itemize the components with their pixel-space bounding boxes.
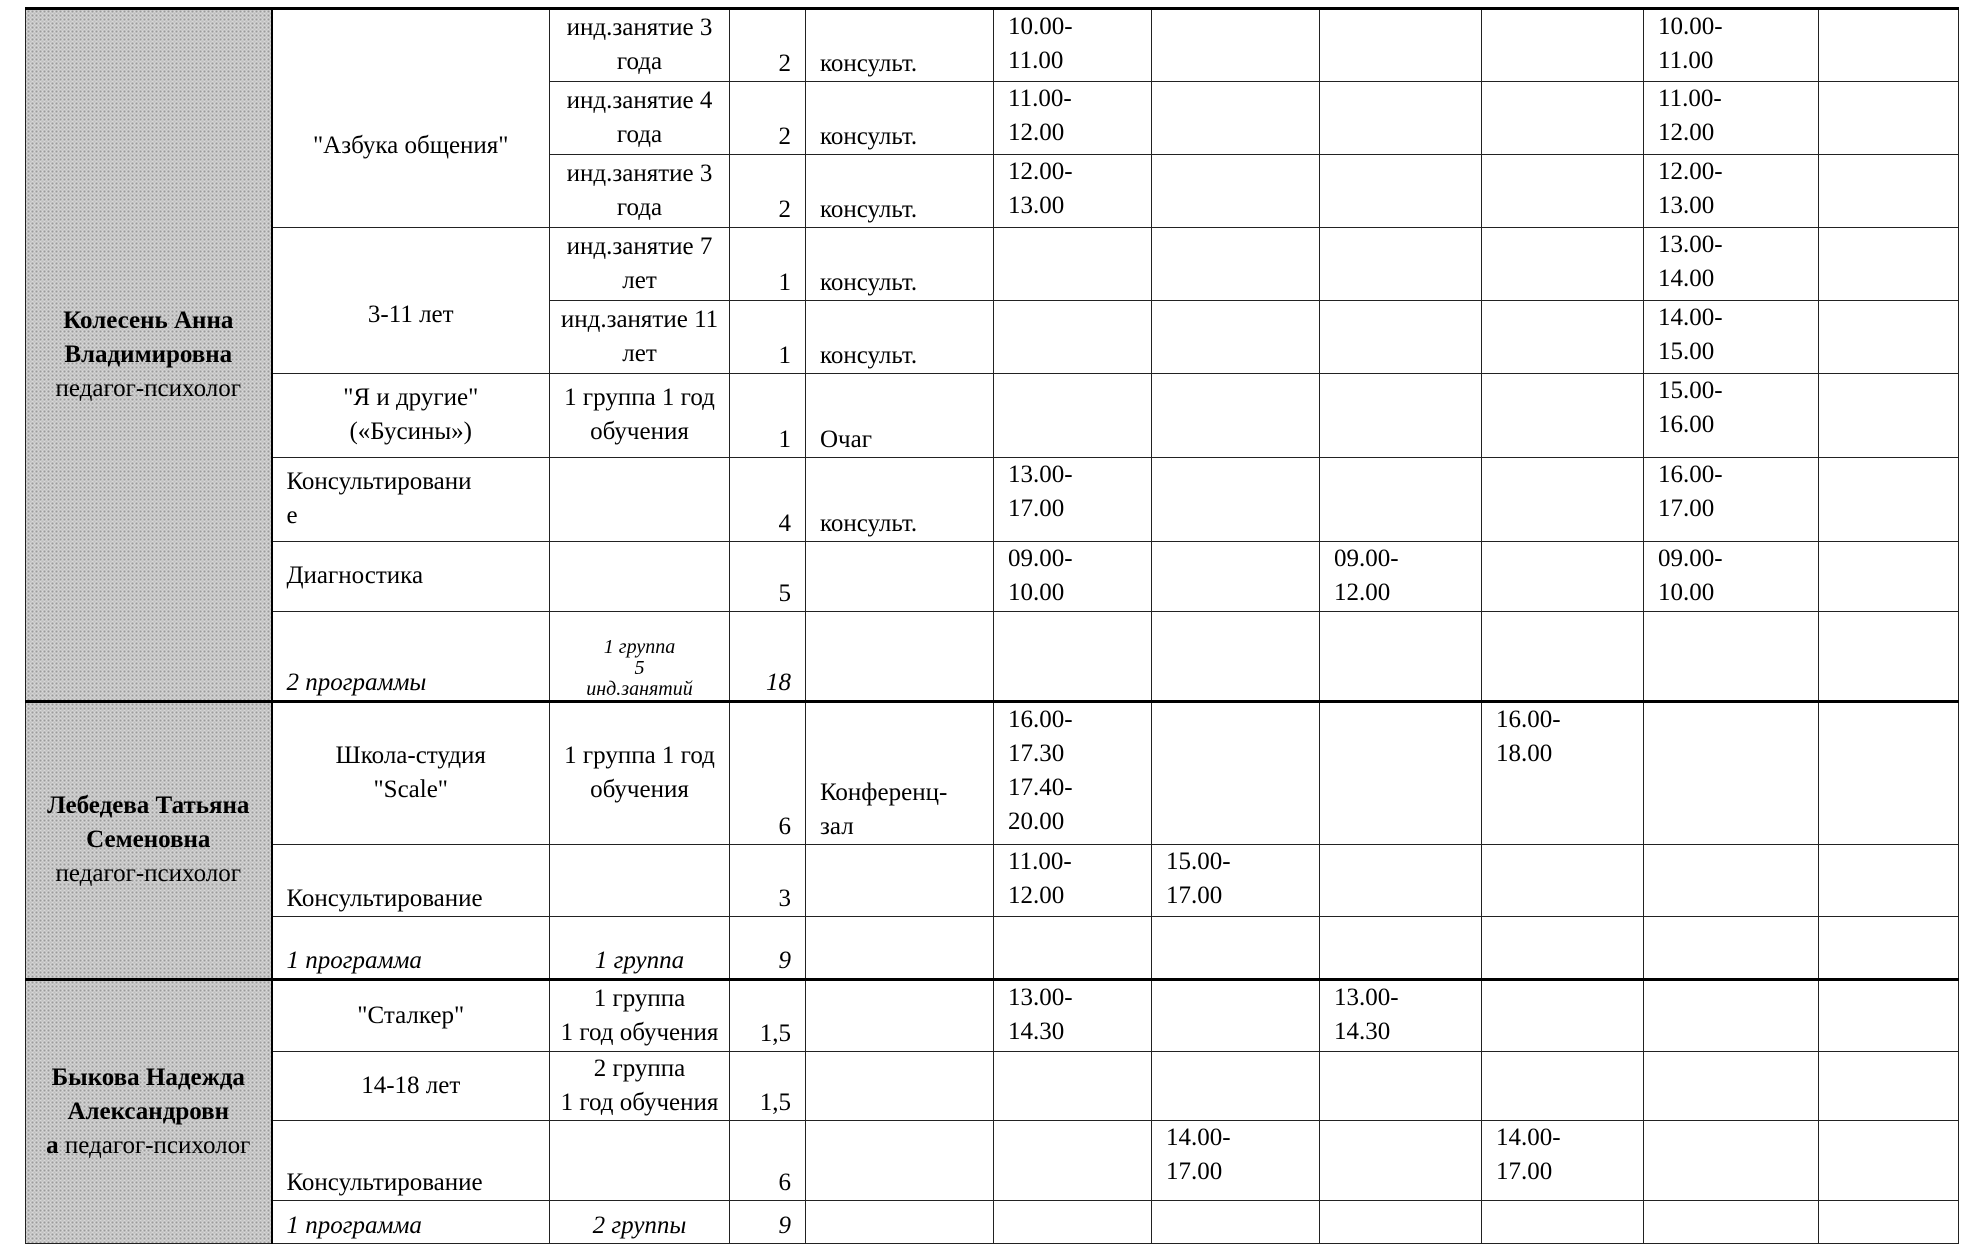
time-cell-fri — [1644, 701, 1819, 844]
location-cell — [806, 227, 994, 300]
time-cell-thu — [1482, 8, 1644, 81]
time-cell-thu — [1482, 227, 1644, 300]
time-cell-sat — [1819, 541, 1959, 611]
group-cell — [550, 541, 730, 611]
time-value: 10.00- 11.00 — [1008, 12, 1073, 74]
top-edge — [26, 0, 1959, 8]
location-cell — [806, 154, 994, 227]
time-cell-tue — [1152, 8, 1320, 81]
time-value: 14.00- 17.00 — [1496, 1123, 1561, 1185]
hours-value: 1 — [778, 341, 791, 369]
teacher-role — [32, 857, 265, 891]
table-row — [26, 541, 1959, 611]
hours-value: 2 — [778, 122, 791, 150]
time-cell-thu — [1482, 541, 1644, 611]
time-cell-thu — [1482, 154, 1644, 227]
time-cell-wed — [1320, 8, 1482, 81]
time-cell-sat — [1819, 457, 1959, 541]
group-cell — [550, 81, 730, 154]
time-cell-wed — [1320, 541, 1482, 611]
time-cell-fri — [1644, 300, 1819, 373]
schedule-table — [25, 0, 1959, 1244]
time-cell-mon — [994, 611, 1152, 701]
location-cell — [806, 701, 994, 844]
location-cell — [806, 1120, 994, 1200]
teacher-name-cell — [26, 8, 272, 701]
time-cell-mon — [994, 1120, 1152, 1200]
group-cell — [550, 1051, 730, 1120]
program-cell — [272, 8, 550, 227]
time-cell-thu — [1482, 611, 1644, 701]
time-value: 13.00- 14.30 — [1334, 983, 1399, 1045]
program-cell — [272, 457, 550, 541]
table-row — [26, 611, 1959, 701]
location-cell — [806, 1200, 994, 1243]
time-cell-sat — [1819, 1120, 1959, 1200]
time-value: 11.00- 12.00 — [1008, 847, 1072, 909]
location-label: Конференц- зал — [820, 778, 948, 840]
hours-cell — [730, 1200, 806, 1243]
time-cell-mon — [994, 373, 1152, 457]
teacher-name-tail: а — [46, 1131, 59, 1159]
time-cell-sat — [1819, 227, 1959, 300]
group-cell — [550, 1200, 730, 1243]
group-label: инд.занятие 7 лет — [566, 232, 713, 294]
hours-cell — [730, 701, 806, 844]
hours-value: 18 — [766, 668, 791, 696]
time-cell-sat — [1819, 300, 1959, 373]
time-cell-wed — [1320, 227, 1482, 300]
time-cell-sat — [1819, 154, 1959, 227]
time-cell-tue — [1152, 611, 1320, 701]
program-cell — [272, 373, 550, 457]
time-cell-wed — [1320, 844, 1482, 916]
location-label: консульт. — [820, 49, 918, 77]
time-value: 11.00- 12.00 — [1008, 84, 1072, 146]
time-cell-thu — [1482, 457, 1644, 541]
time-value: 11.00- 12.00 — [1658, 84, 1722, 146]
table-row — [26, 0, 1959, 8]
group-cell — [550, 611, 730, 701]
hours-cell — [730, 457, 806, 541]
time-cell-sat — [1819, 81, 1959, 154]
time-cell-thu — [1482, 373, 1644, 457]
time-cell-fri — [1644, 541, 1819, 611]
teacher-name-cell — [26, 979, 272, 1243]
location-cell — [806, 457, 994, 541]
time-cell-tue — [1152, 916, 1320, 979]
program-cell — [272, 1051, 550, 1120]
table-row — [26, 844, 1959, 916]
location-cell — [806, 979, 994, 1051]
time-value: 14.00- 17.00 — [1166, 1123, 1231, 1185]
table-row — [26, 701, 1959, 844]
program-label: "Я и другие" («Бусины») — [343, 384, 479, 445]
hours-value: 6 — [778, 1168, 791, 1196]
time-value: 09.00- 10.00 — [1008, 544, 1073, 606]
time-cell-sat — [1819, 844, 1959, 916]
time-cell-sat — [1819, 373, 1959, 457]
location-cell — [806, 844, 994, 916]
hours-cell — [730, 844, 806, 916]
table-row — [26, 1120, 1959, 1200]
hours-cell — [730, 300, 806, 373]
group-cell — [550, 979, 730, 1051]
location-label: консульт. — [820, 341, 918, 369]
group-label: 1 группа 5 инд.занятий — [586, 635, 693, 700]
program-label: 1 программа — [286, 1211, 422, 1239]
time-cell-mon — [994, 81, 1152, 154]
teacher-role-text: педагог-психолог — [64, 1131, 251, 1159]
time-cell-fri — [1644, 154, 1819, 227]
group-label: 1 группа 1 год обучения — [564, 384, 715, 445]
hours-cell — [730, 611, 806, 701]
time-cell-fri — [1644, 373, 1819, 457]
time-value: 15.00- 16.00 — [1658, 376, 1723, 438]
time-cell-thu — [1482, 844, 1644, 916]
time-cell-fri — [1644, 844, 1819, 916]
table-row — [26, 1200, 1959, 1243]
table-row — [26, 8, 1959, 81]
location-cell — [806, 8, 994, 81]
hours-cell — [730, 979, 806, 1051]
time-cell-thu — [1482, 916, 1644, 979]
time-cell-thu — [1482, 1051, 1644, 1120]
program-label: 14-18 лет — [361, 1071, 461, 1099]
hours-value: 1 — [778, 268, 791, 296]
hours-value: 4 — [778, 509, 791, 537]
time-cell-wed — [1320, 154, 1482, 227]
time-cell-mon — [994, 1051, 1152, 1120]
teacher-role — [32, 372, 265, 406]
teacher-name: Колесень Анна Владимировна — [63, 306, 234, 368]
hours-cell — [730, 227, 806, 300]
time-cell-mon — [994, 8, 1152, 81]
time-cell-sat — [1819, 701, 1959, 844]
program-cell — [272, 979, 550, 1051]
hours-value: 2 — [778, 195, 791, 223]
group-label: 1 группа — [594, 946, 685, 974]
time-cell-wed — [1320, 1120, 1482, 1200]
time-cell-wed — [1320, 457, 1482, 541]
hours-value: 1,5 — [759, 1088, 791, 1116]
location-label: консульт. — [820, 268, 918, 296]
time-cell-mon — [994, 844, 1152, 916]
program-cell — [272, 701, 550, 844]
program-label: Консультировани е — [286, 468, 472, 529]
hours-cell — [730, 154, 806, 227]
hours-value: 2 — [778, 49, 791, 77]
hours-cell — [730, 8, 806, 81]
time-cell-fri — [1644, 1120, 1819, 1200]
time-value: 12.00- 13.00 — [1658, 157, 1723, 219]
time-cell-tue — [1152, 1120, 1320, 1200]
hours-value: 3 — [778, 884, 791, 912]
time-cell-tue — [1152, 373, 1320, 457]
time-cell-mon — [994, 154, 1152, 227]
time-cell-wed — [1320, 611, 1482, 701]
location-label: Очаг — [820, 425, 872, 453]
time-value: 10.00- 11.00 — [1658, 12, 1723, 74]
time-value: 13.00- 14.30 — [1008, 983, 1073, 1045]
hours-value: 5 — [778, 579, 791, 607]
group-cell — [550, 457, 730, 541]
group-cell — [550, 373, 730, 457]
group-cell — [550, 701, 730, 844]
time-cell-tue — [1152, 81, 1320, 154]
time-cell-sat — [1819, 611, 1959, 701]
program-label: "Азбука общения" — [312, 132, 509, 159]
teacher-name-cell — [26, 701, 272, 979]
hours-cell — [730, 541, 806, 611]
location-cell — [806, 300, 994, 373]
group-cell — [550, 300, 730, 373]
hours-value: 1 — [778, 425, 791, 453]
group-label: инд.занятие 3 года — [566, 159, 713, 221]
table-row — [26, 916, 1959, 979]
program-label: 2 программы — [286, 668, 427, 696]
time-cell-wed — [1320, 916, 1482, 979]
time-cell-mon — [994, 701, 1152, 844]
time-cell-sat — [1819, 1200, 1959, 1243]
time-cell-fri — [1644, 1051, 1819, 1120]
table-row — [26, 457, 1959, 541]
program-label: Консультирование — [286, 1168, 483, 1196]
hours-cell — [730, 1051, 806, 1120]
time-cell-thu — [1482, 979, 1644, 1051]
time-cell-mon — [994, 916, 1152, 979]
time-cell-tue — [1152, 541, 1320, 611]
group-cell — [550, 1120, 730, 1200]
group-label: инд.занятие 3 года — [566, 14, 713, 75]
time-value: 16.00- 18.00 — [1496, 705, 1561, 767]
time-cell-thu — [1482, 1200, 1644, 1243]
time-cell-fri — [1644, 916, 1819, 979]
time-cell-tue — [1152, 457, 1320, 541]
location-label: консульт. — [820, 509, 918, 537]
group-cell — [550, 8, 730, 81]
location-cell — [806, 541, 994, 611]
time-cell-wed — [1320, 373, 1482, 457]
time-value: 16.00- 17.30 17.40- 20.00 — [1008, 705, 1073, 835]
time-cell-wed — [1320, 701, 1482, 844]
time-cell-wed — [1320, 300, 1482, 373]
time-cell-tue — [1152, 227, 1320, 300]
time-cell-wed — [1320, 1200, 1482, 1243]
time-cell-fri — [1644, 611, 1819, 701]
program-label: 1 программа — [286, 946, 422, 974]
time-cell-tue — [1152, 1051, 1320, 1120]
time-cell-tue — [1152, 979, 1320, 1051]
table-row — [26, 979, 1959, 1051]
time-value: 15.00- 17.00 — [1166, 847, 1231, 909]
time-cell-fri — [1644, 979, 1819, 1051]
time-cell-mon — [994, 300, 1152, 373]
group-cell — [550, 916, 730, 979]
time-cell-sat — [1819, 1051, 1959, 1120]
time-cell-mon — [994, 457, 1152, 541]
program-cell — [272, 541, 550, 611]
table-row — [26, 373, 1959, 457]
group-cell — [550, 844, 730, 916]
hours-value: 6 — [778, 812, 791, 840]
hours-value: 1,5 — [759, 1019, 791, 1047]
time-cell-fri — [1644, 1200, 1819, 1243]
hours-value: 9 — [778, 1211, 791, 1239]
time-cell-thu — [1482, 1120, 1644, 1200]
time-value: 13.00- 14.00 — [1658, 230, 1723, 292]
time-cell-wed — [1320, 1051, 1482, 1120]
group-label: 2 группы — [592, 1211, 687, 1239]
time-cell-mon — [994, 541, 1152, 611]
hours-cell — [730, 916, 806, 979]
group-label: 1 группа 1 год обучения — [564, 742, 715, 803]
group-label: 1 группа 1 год обучения — [560, 984, 719, 1046]
hours-cell — [730, 1120, 806, 1200]
group-label: инд.занятие 4 года — [566, 86, 713, 148]
time-value: 12.00- 13.00 — [1008, 157, 1073, 219]
program-label: 3-11 лет — [367, 301, 454, 328]
time-cell-thu — [1482, 701, 1644, 844]
teacher-name: Быкова Надежда Александровн — [51, 1063, 245, 1125]
location-cell — [806, 916, 994, 979]
time-value: 13.00- 17.00 — [1008, 460, 1073, 522]
table-row — [26, 227, 1959, 300]
program-cell — [272, 1200, 550, 1243]
teacher-role — [32, 1129, 265, 1163]
time-value: 09.00- 12.00 — [1334, 544, 1399, 606]
location-label: консульт. — [820, 195, 918, 223]
time-cell-mon — [994, 1200, 1152, 1243]
time-cell-tue — [1152, 844, 1320, 916]
location-cell — [806, 373, 994, 457]
teacher-name: Лебедева Татьяна Семеновна — [47, 792, 250, 853]
group-label: 2 группа 1 год обучения — [560, 1054, 719, 1116]
program-label: "Сталкер" — [357, 1001, 465, 1029]
program-cell — [272, 227, 550, 373]
time-cell-tue — [1152, 1200, 1320, 1243]
hours-cell — [730, 81, 806, 154]
time-value: 14.00- 15.00 — [1658, 303, 1723, 365]
time-cell-fri — [1644, 457, 1819, 541]
time-cell-tue — [1152, 154, 1320, 227]
time-cell-sat — [1819, 8, 1959, 81]
program-cell — [272, 844, 550, 916]
teacher-role-text: педагог-психолог — [55, 374, 241, 402]
program-label: Школа-студия "Scale" — [335, 742, 486, 803]
program-label: Консультирование — [286, 884, 483, 912]
time-cell-fri — [1644, 81, 1819, 154]
location-cell — [806, 1051, 994, 1120]
hours-value: 9 — [778, 946, 791, 974]
program-label: Диагностика — [286, 562, 424, 589]
time-cell-wed — [1320, 81, 1482, 154]
group-cell — [550, 154, 730, 227]
time-cell-fri — [1644, 8, 1819, 81]
table-row — [26, 1051, 1959, 1120]
schedule-body — [26, 0, 1959, 1243]
program-cell — [272, 916, 550, 979]
hours-cell — [730, 373, 806, 457]
teacher-role-text: педагог-психолог — [55, 860, 241, 887]
time-cell-sat — [1819, 916, 1959, 979]
time-cell-sat — [1819, 979, 1959, 1051]
time-cell-fri — [1644, 227, 1819, 300]
time-cell-mon — [994, 227, 1152, 300]
time-cell-mon — [994, 979, 1152, 1051]
location-cell — [806, 611, 994, 701]
location-label: консульт. — [820, 122, 918, 150]
program-cell — [272, 611, 550, 701]
time-cell-wed — [1320, 979, 1482, 1051]
time-cell-tue — [1152, 701, 1320, 844]
time-value: 16.00- 17.00 — [1658, 460, 1723, 522]
location-cell — [806, 81, 994, 154]
group-cell — [550, 227, 730, 300]
time-cell-tue — [1152, 300, 1320, 373]
time-value: 09.00- 10.00 — [1658, 544, 1723, 606]
program-cell — [272, 1120, 550, 1200]
time-cell-thu — [1482, 300, 1644, 373]
time-cell-thu — [1482, 81, 1644, 154]
group-label: инд.занятие 11 лет — [560, 305, 719, 367]
